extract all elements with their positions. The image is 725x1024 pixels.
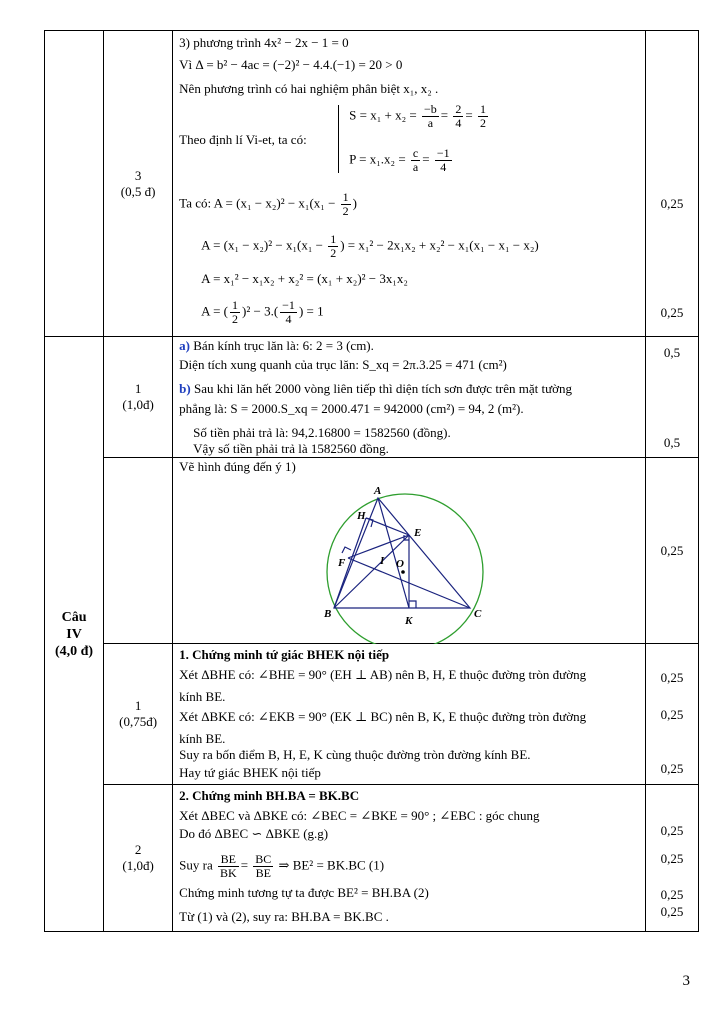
score: 0,25 [660, 823, 684, 838]
segment-fe [348, 535, 409, 558]
right-angle-k [409, 601, 416, 608]
text: ) [352, 195, 357, 211]
part-3-score-cell [645, 31, 698, 337]
vieta-line: Theo định lí Vi-et, ta có: [179, 132, 307, 147]
analog-line: Chứng minh tương tự ta được BE² = BH.BA (2) [179, 885, 429, 900]
bhba-label-cell [104, 785, 173, 932]
den: 2 [479, 116, 486, 130]
conclusion-line: Vậy số tiền phải trả là 1582560 đồng. [193, 441, 389, 456]
bhe-line: Xét ΔBHE có: ∠BHE = 90° (EH ⊥ AB) nên B, H, E thuộc đường tròn đường [179, 667, 587, 682]
text: ⇒ BE² = BK.BC (1) [278, 857, 385, 873]
row-part-3 [45, 31, 699, 337]
final-line: Từ (1) và (2), suy ra: BH.BA = BK.BC . [179, 909, 389, 924]
part-3-label-cell [104, 31, 173, 337]
roots-line: Nên phương trình có hai nghiệm phân biệt x₁, x₂ . [179, 81, 439, 96]
similarity-line: Do đó ΔBEC ∽ ΔBKE (g.g) [179, 826, 329, 841]
frac-minus1-4 [435, 147, 452, 174]
frac-minus-b-a [422, 103, 439, 130]
row-bhba [45, 785, 699, 932]
radius-line [179, 338, 639, 354]
part-points: (0,75đ) [119, 714, 158, 729]
page-number: 3 [682, 973, 690, 989]
frac-half [341, 191, 351, 218]
bhek-content [173, 644, 646, 785]
point-o-label: O [396, 558, 405, 570]
den: 2 [330, 246, 337, 260]
frac-2-4 [453, 103, 463, 130]
part-3-number: 3 [134, 167, 142, 183]
score: 0,25 [660, 196, 684, 211]
cyclic-line: Hay tứ giác BHEK nội tiếp [179, 765, 321, 780]
caption-points: (4,0 đ) [54, 643, 94, 659]
answer-table [44, 30, 699, 932]
frac-1-2 [478, 103, 488, 130]
part-number: 1 [134, 698, 142, 713]
item-tag: b) [179, 381, 191, 396]
vieta-brace [338, 105, 339, 173]
score: 0,25 [660, 305, 684, 320]
a-definition-line [179, 191, 639, 218]
point-i-label: I [380, 555, 385, 567]
a-expand-line [201, 233, 639, 260]
num: 1 [479, 102, 486, 116]
part-4-1-score-cell [645, 337, 698, 458]
frac-bc-be [253, 853, 273, 880]
point-h-label: H [357, 510, 366, 522]
den: 2 [342, 204, 349, 218]
painted-area-line: phẳng là: S = 2000.S_xq = 2000.471 = 942000 (cm²) = 94, 2 (m²). [179, 401, 524, 416]
item-tag: a) [179, 338, 191, 353]
point-k-label: K [405, 615, 413, 627]
score: 0,5 [663, 435, 681, 450]
score: 0,25 [660, 543, 684, 558]
bhba-score-cell [645, 785, 698, 932]
geometry-figure [173, 474, 633, 644]
num: 2 [455, 102, 462, 116]
den: 4 [455, 116, 462, 130]
point-e-label: E [414, 527, 422, 539]
text: A = ( [201, 303, 229, 319]
den: 4 [285, 312, 292, 326]
num: c [412, 146, 419, 160]
four-points-line: Suy ra bốn điểm B, H, E, K cùng thuộc đường tròn đường kính BE. [179, 747, 531, 762]
bhek-score-cell [645, 644, 698, 785]
den: 2 [232, 312, 239, 326]
num: 1 [330, 232, 337, 246]
part-points: (1,0đ) [122, 858, 154, 873]
den: BK [220, 866, 237, 880]
den: a [427, 116, 434, 130]
score: 0,25 [660, 670, 684, 685]
product-lhs: P = x₁.x₂ = [349, 151, 406, 167]
caption-cell-blank [45, 31, 104, 337]
figure-caption: Vẽ hình đúng đến ý 1) [179, 459, 296, 474]
vieta-sum: S = x₁ + x₂ = $\frac{-b}{a}$ = $\frac{2}{4}$ = $\frac{1}{2}$ [349, 102, 486, 130]
text: Sau khi lăn hết 2000 vòng liên tiếp thì diện tích sơn được trên mặt tường [190, 381, 573, 396]
sum-lhs: S = x₁ + x₂ = [349, 107, 417, 123]
frac-half [328, 233, 338, 260]
score: 0,5 [663, 345, 681, 360]
altitude-ak [378, 498, 409, 608]
point-b-label: B [324, 608, 332, 620]
point-a-label: A [374, 485, 382, 497]
den: a [412, 160, 419, 174]
figure-score-cell [645, 458, 698, 644]
altitude-be [334, 535, 409, 608]
a-result-line [201, 299, 639, 326]
discriminant-line: Vì Δ = b² − 4ac = (−2)² − 4.4.(−1) = 20 > 0 [179, 57, 403, 72]
text: Suy ra [179, 857, 213, 873]
bhek-title: 1. Chứng minh tứ giác BHEK nội tiếp [179, 647, 390, 662]
similar-triangles-line: Xét ΔBEC và ΔBKE có: ∠BEC = ∠BKE = 90° ; ∠EBC : góc chung [179, 808, 540, 823]
num: 1 [342, 190, 349, 204]
row-bhek [45, 644, 699, 785]
area-line: Diện tích xung quanh của trục lăn: S_xq = 2π.3.25 = 471 (cm²) [179, 357, 507, 372]
score: 0,25 [660, 707, 684, 722]
num: −1 [436, 146, 450, 160]
text: Bán kính trục lăn là: 6: 2 = 3 (cm). [190, 338, 374, 353]
score: 0,25 [660, 761, 684, 776]
frac-c-a [411, 147, 420, 174]
part-4-1-label-cell [104, 337, 173, 458]
den: 4 [440, 160, 447, 174]
num: 1 [232, 298, 239, 312]
text: ) = x₁² − 2x₁x₂ + x₂² − x₁(x₁ − x₁ − x₂) [340, 237, 539, 253]
text: Ta có: A = (x₁ − x₂)² − x₁(x₁ − [179, 195, 336, 211]
part-number: 2 [134, 842, 142, 857]
row-figure [45, 458, 699, 644]
point-f-label: F [338, 557, 346, 569]
rolling-line [179, 381, 639, 397]
score: 0,25 [660, 887, 684, 902]
row-part-4-1 [45, 337, 699, 458]
num: −b [423, 102, 437, 116]
right-angle-f [342, 547, 351, 553]
center-dot [401, 570, 405, 574]
num: BE [218, 853, 239, 867]
frac-half [230, 299, 240, 326]
part-4-1-content [173, 337, 646, 458]
part-number: 1 [134, 381, 142, 396]
num: BC [255, 852, 272, 866]
text: A = (x₁ − x₂)² − x₁(x₁ − [201, 237, 323, 253]
score: 0,25 [660, 904, 684, 919]
text: )² − 3.( [242, 303, 279, 319]
num: −1 [282, 298, 295, 312]
ratio-line: Suy ra $\frac{BE}{BK}$ = $\frac{BC}{BE}$ ⇒ BE² = BK.BC (1) [179, 852, 385, 880]
bke-line: Xét ΔBKE có: ∠EKB = 90° (EK ⊥ BC) nên B, K, E thuộc đường tròn đường [179, 709, 587, 724]
a-simplify-line: A = x₁² − x₁x₂ + x₂² = (x₁ + x₂)² − 3x₁x₂ [201, 271, 408, 286]
figure-content [173, 458, 646, 644]
frac-minus1-4 [280, 299, 297, 326]
bhek-label-cell [104, 644, 173, 785]
cost-line: Số tiền phải trả là: 94,2.16800 = 1582560 (đồng). [193, 425, 451, 440]
figure-label-cell [104, 458, 173, 644]
caption-number: IV [66, 626, 82, 642]
vieta-product: P = x₁.x₂ = $\frac{c}{a}$ = $\frac{-1}{4}$ [349, 146, 450, 174]
bhe-line-cont: kính BE. [179, 689, 226, 704]
text: ) = 1 [298, 303, 324, 319]
bhba-title: 2. Chứng minh BH.BA = BK.BC [179, 788, 360, 803]
part-3-points: (0,5 đ) [120, 183, 156, 199]
bke-line-cont: kính BE. [179, 731, 226, 746]
frac-be-bk [218, 853, 239, 880]
den: BE [255, 866, 271, 880]
question-caption-cell [45, 337, 104, 932]
score: 0,25 [660, 851, 684, 866]
triangle-abc [334, 498, 470, 608]
caption-cau: Câu [61, 609, 87, 625]
bhba-content [173, 785, 646, 932]
equation-line: 3) phương trình 4x² − 2x − 1 = 0 [179, 35, 349, 50]
part-3-content [173, 31, 646, 337]
part-points: (1,0đ) [122, 397, 154, 412]
point-c-label: C [474, 608, 482, 620]
